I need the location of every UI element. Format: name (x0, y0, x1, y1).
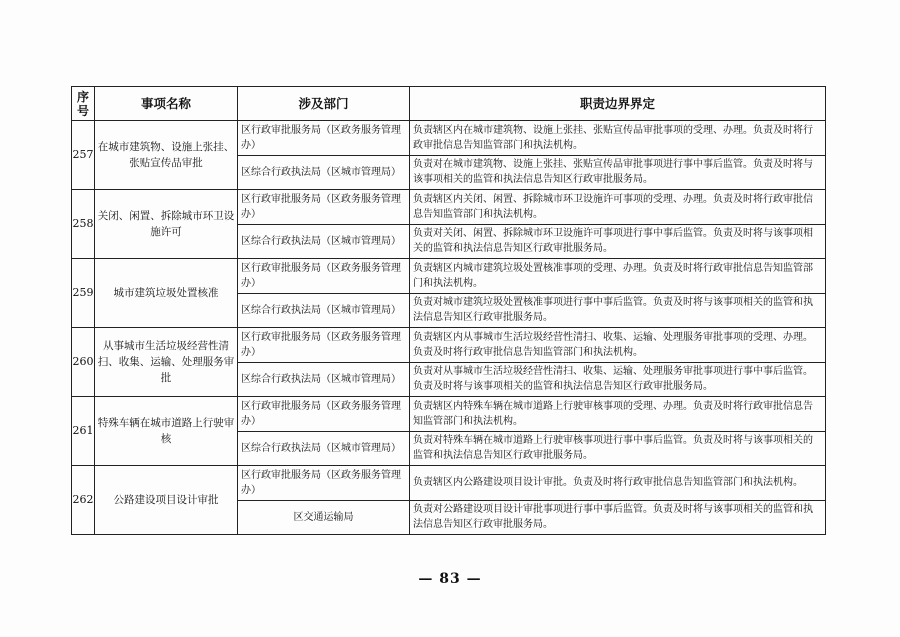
item-name: 特殊车辆在城市道路上行驶审核 (95, 397, 238, 466)
department: 区行政审批服务局（区政务服务管理办） (238, 397, 410, 432)
department: 区行政审批服务局（区政务服务管理办） (238, 466, 410, 501)
department: 区综合行政执法局（区城市管理局） (238, 293, 410, 328)
row-number: 258 (72, 190, 95, 259)
responsibility: 负责辖区内城市建筑垃圾处置核准事项的受理、办理。负责及时将行政审批信息告知监管部门和执法机构。 (410, 259, 826, 294)
responsibility-table (71, 86, 826, 535)
table-row (72, 328, 826, 363)
row-number: 261 (72, 397, 95, 466)
table-header-row (72, 87, 826, 121)
row-number: 259 (72, 259, 95, 328)
responsibility: 负责辖区内特殊车辆在城市道路上行驶审核事项的受理、办理。负责及时将行政审批信息告知监管部门和执法机构。 (410, 397, 826, 432)
department: 区交通运输局 (238, 500, 410, 535)
item-name: 在城市建筑物、设施上张挂、张贴宣传品审批 (95, 121, 238, 190)
row-number: 260 (72, 328, 95, 397)
department: 区行政审批服务局（区政务服务管理办） (238, 328, 410, 363)
header-department: 涉及部门 (238, 87, 410, 121)
responsibility: 负责对在城市建筑物、设施上张挂、张贴宣传品审批事项进行事中事后监管。负责及时将与该事项相关的监管和执法信息告知区行政审批服务局。 (410, 155, 826, 190)
department: 区综合行政执法局（区城市管理局） (238, 431, 410, 466)
table-row (72, 259, 826, 294)
department: 区行政审批服务局（区政务服务管理办） (238, 121, 410, 156)
department: 区行政审批服务局（区政务服务管理办） (238, 190, 410, 225)
responsibility: 负责对关闭、闲置、拆除城市环卫设施许可事项进行事中事后监管。负责及时将与该事项相关的监管和执法信息告知区行政审批服务局。 (410, 224, 826, 259)
header-seq: 序号 (72, 87, 95, 121)
department: 区行政审批服务局（区政务服务管理办） (238, 259, 410, 294)
item-name: 城市建筑垃圾处置核准 (95, 259, 238, 328)
header-item-name: 事项名称 (95, 87, 238, 121)
responsibility: 负责辖区内在城市建筑物、设施上张挂、张贴宣传品审批事项的受理、办理。负责及时将行政审批信息告知监管部门和执法机构。 (410, 121, 826, 156)
item-name: 公路建设项目设计审批 (95, 466, 238, 535)
responsibility: 负责对特殊车辆在城市道路上行驶审核事项进行事中事后监管。负责及时将与该事项相关的监管和执法信息告知区行政审批服务局。 (410, 431, 826, 466)
department: 区综合行政执法局（区城市管理局） (238, 362, 410, 397)
table-row (72, 190, 826, 225)
responsibility: 负责辖区内关闭、闲置、拆除城市环卫设施许可事项的受理、办理。负责及时将行政审批信息告知监管部门和执法机构。 (410, 190, 826, 225)
department: 区综合行政执法局（区城市管理局） (238, 224, 410, 259)
table-row (72, 397, 826, 432)
item-name: 从事城市生活垃圾经营性清扫、收集、运输、处理服务审批 (95, 328, 238, 397)
row-number: 257 (72, 121, 95, 190)
item-name: 关闭、闲置、拆除城市环卫设施许可 (95, 190, 238, 259)
page-number: — 83 — (418, 571, 482, 587)
table-row (72, 466, 826, 501)
responsibility: 负责对城市建筑垃圾处置核准事项进行事中事后监管。负责及时将与该事项相关的监管和执法信息告知区行政审批服务局。 (410, 293, 826, 328)
responsibility: 负责对公路建设项目设计审批事项进行事中事后监管。负责及时将与该事项相关的监管和执法信息告知区行政审批服务局。 (410, 500, 826, 535)
responsibility: 负责辖区内从事城市生活垃圾经营性清扫、收集、运输、处理服务审批事项的受理、办理。负责及时将行政审批信息告知监管部门和执法机构。 (410, 328, 826, 363)
header-responsibility: 职责边界界定 (410, 87, 826, 121)
responsibility: 负责对从事城市生活垃圾经营性清扫、收集、运输、处理服务审批事项进行事中事后监管。负责及时将与该事项相关的监管和执法信息告知区行政审批服务局。 (410, 362, 826, 397)
table-row (72, 121, 826, 156)
row-number: 262 (72, 466, 95, 535)
responsibility: 负责辖区内公路建设项目设计审批。负责及时将行政审批信息告知监管部门和执法机构。 (410, 466, 826, 501)
department: 区综合行政执法局（区城市管理局） (238, 155, 410, 190)
